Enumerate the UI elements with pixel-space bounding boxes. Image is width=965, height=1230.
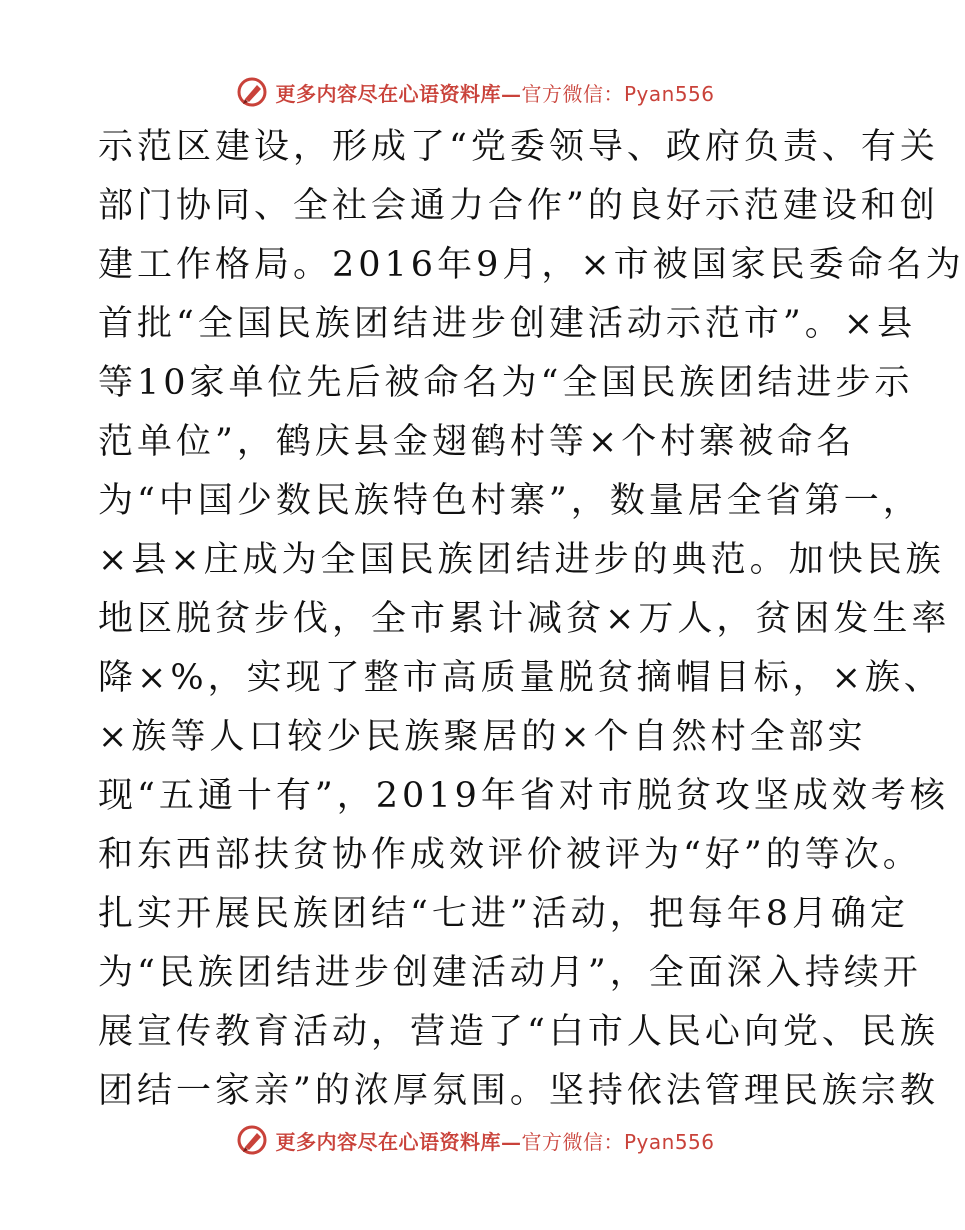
footer-watermark (0, 1118, 950, 1162)
watermark-text: 更多内容尽在心语资料库—官方微信：Pyan556 (275, 81, 715, 106)
text-line: 示范区建设，形成了“党委领导、政府负责、有关 (98, 127, 939, 167)
text-line: 为“民族团结进步创建活动月”，全面深入持续开 (98, 953, 922, 993)
text-line: 展宣传教育活动，营造了“白市人民心向党、民族 (98, 1012, 939, 1052)
text-line: 等10家单位先后被命名为“全国民族团结进步示 (98, 363, 914, 403)
text-line: 团结一家亲”的浓厚氛围。坚持依法管理民族宗教 (98, 1071, 939, 1111)
pen-logo-icon (235, 75, 269, 109)
text-line: 现“五通十有”，2019年省对市脱贫攻坚成效考核 (98, 776, 949, 816)
text-line: 为“中国少数民族特色村寨”，数量居全省第一， (98, 481, 922, 521)
text-line: 建工作格局。2016年9月，×市被国家民委命名为 (98, 245, 965, 285)
text-line: 范单位”，鹤庆县金翅鹤村等×个村寨被命名 (98, 422, 856, 462)
watermark-text: 更多内容尽在心语资料库—官方微信：Pyan556 (275, 1129, 715, 1154)
text-line: 地区脱贫步伐，全市累计减贫×万人，贫困发生率 (98, 599, 951, 639)
text-line: 降×%，实现了整市高质量脱贫摘帽目标，×族、 (98, 658, 943, 698)
pen-logo-icon (235, 1123, 269, 1157)
text-line: ×族等人口较少民族聚居的×个自然村全部实 (98, 717, 867, 757)
text-line: 扎实开展民族团结“七进”活动，把每年8月确定 (98, 894, 910, 934)
document-body (98, 118, 965, 1121)
text-line: 和东西部扶贫协作成效评价被评为“好”的等次。 (98, 835, 922, 875)
header-watermark (0, 70, 950, 114)
text-line: ×县×庄成为全国民族团结进步的典范。加快民族 (98, 540, 945, 580)
text-line: 部门协同、全社会通力合作”的良好示范建设和创 (98, 186, 939, 226)
text-line: 首批“全国民族团结进步创建活动示范市”。×县 (98, 304, 917, 344)
